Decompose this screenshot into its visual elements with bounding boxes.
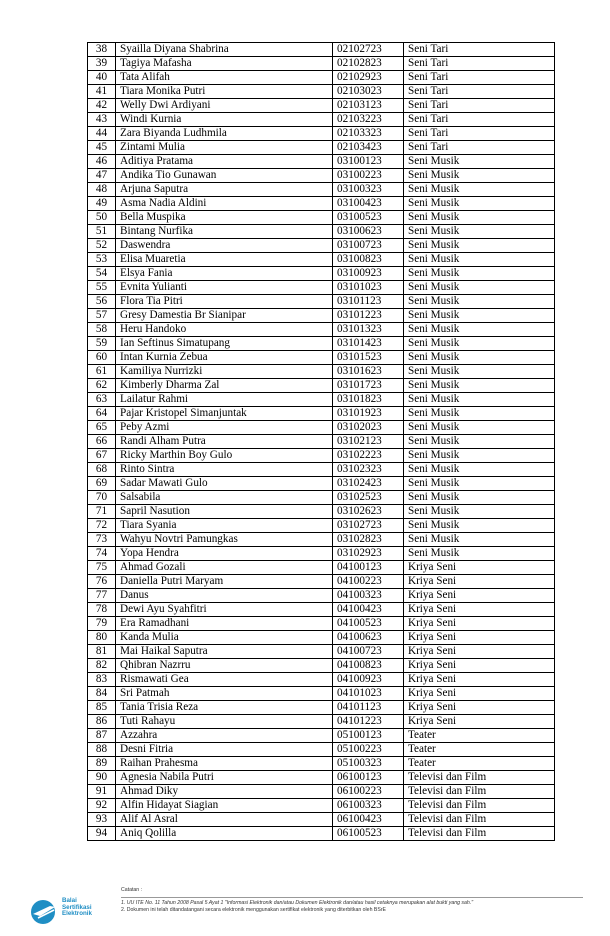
row-number-cell: 49 [88,197,116,211]
student-name-cell: Andika Tio Gunawan [116,169,333,183]
study-program-cell: Kriya Seni [404,687,555,701]
row-number-cell: 41 [88,85,116,99]
row-number-cell: 70 [88,491,116,505]
student-name-cell: Sadar Mawati Gulo [116,477,333,491]
student-name-cell: Tagiya Mafasha [116,57,333,71]
student-id-cell: 03100923 [333,267,404,281]
row-number-cell: 51 [88,225,116,239]
table-row [88,435,555,449]
row-number-cell: 89 [88,757,116,771]
row-number-cell: 88 [88,743,116,757]
table-row [88,281,555,295]
table-row [88,617,555,631]
student-id-cell: 05100123 [333,729,404,743]
student-name-cell: Gresy Damestia Br Sianipar [116,309,333,323]
study-program-cell: Seni Musik [404,295,555,309]
student-id-cell: 06100223 [333,785,404,799]
student-name-cell: Sri Patmah [116,687,333,701]
student-name-cell: Flora Tia Pitri [116,295,333,309]
student-id-cell: 03100423 [333,197,404,211]
study-program-cell: Kriya Seni [404,645,555,659]
student-name-cell: Windi Kurnia [116,113,333,127]
table-row [88,43,555,57]
row-number-cell: 92 [88,799,116,813]
table-row [88,309,555,323]
table-row [88,379,555,393]
student-table-body [88,43,555,841]
row-number-cell: 75 [88,561,116,575]
study-program-cell: Seni Musik [404,519,555,533]
student-name-cell: Arjuna Saputra [116,183,333,197]
row-number-cell: 72 [88,519,116,533]
student-id-cell: 02103323 [333,127,404,141]
row-number-cell: 57 [88,309,116,323]
row-number-cell: 56 [88,295,116,309]
student-id-cell: 02103423 [333,141,404,155]
study-program-cell: Kriya Seni [404,575,555,589]
student-id-cell: 03101823 [333,393,404,407]
study-program-cell: Seni Musik [404,421,555,435]
student-id-cell: 06100523 [333,827,404,841]
student-id-cell: 03100723 [333,239,404,253]
student-id-cell: 03102623 [333,505,404,519]
row-number-cell: 44 [88,127,116,141]
row-number-cell: 84 [88,687,116,701]
row-number-cell: 82 [88,659,116,673]
row-number-cell: 53 [88,253,116,267]
row-number-cell: 77 [88,589,116,603]
study-program-cell: Seni Tari [404,99,555,113]
table-row [88,323,555,337]
student-name-cell: Sapril Nasution [116,505,333,519]
study-program-cell: Seni Musik [404,365,555,379]
student-id-cell: 03102823 [333,533,404,547]
student-id-cell: 03102123 [333,435,404,449]
student-id-cell: 02103223 [333,113,404,127]
table-row [88,57,555,71]
row-number-cell: 62 [88,379,116,393]
student-id-cell: 03101523 [333,351,404,365]
study-program-cell: Seni Musik [404,253,555,267]
row-number-cell: 76 [88,575,116,589]
study-program-cell: Kriya Seni [404,589,555,603]
table-row [88,729,555,743]
study-program-cell: Kriya Seni [404,617,555,631]
bsre-logo-icon [28,898,62,926]
logo-line-2: Sertifikasi [62,903,92,911]
student-name-cell: Rismawati Gea [116,673,333,687]
row-number-cell: 90 [88,771,116,785]
study-program-cell: Seni Musik [404,463,555,477]
student-name-cell: Mai Haikal Saputra [116,645,333,659]
student-id-cell: 04100823 [333,659,404,673]
row-number-cell: 91 [88,785,116,799]
row-number-cell: 43 [88,113,116,127]
study-program-cell: Kriya Seni [404,631,555,645]
row-number-cell: 65 [88,421,116,435]
table-row [88,785,555,799]
logo-line-1: Balai [62,897,77,904]
table-row [88,771,555,785]
logo-line-3: Elektronik [62,910,92,918]
student-id-cell: 03102023 [333,421,404,435]
row-number-cell: 42 [88,99,116,113]
student-name-cell: Zintami Mulia [116,141,333,155]
student-id-cell: 06100423 [333,813,404,827]
study-program-cell: Seni Musik [404,281,555,295]
student-id-cell: 03101623 [333,365,404,379]
student-name-cell: Ahmad Diky [116,785,333,799]
row-number-cell: 87 [88,729,116,743]
student-name-cell: Peby Azmi [116,421,333,435]
table-row [88,85,555,99]
student-name-cell: Era Ramadhani [116,617,333,631]
student-id-cell: 03101223 [333,309,404,323]
student-id-cell: 03101923 [333,407,404,421]
table-row [88,127,555,141]
student-name-cell: Qhibran Nazrru [116,659,333,673]
row-number-cell: 85 [88,701,116,715]
study-program-cell: Seni Musik [404,491,555,505]
table-row [88,701,555,715]
study-program-cell: Televisi dan Film [404,799,555,813]
row-number-cell: 45 [88,141,116,155]
row-number-cell: 73 [88,533,116,547]
study-program-cell: Seni Musik [404,435,555,449]
study-program-cell: Seni Tari [404,43,555,57]
student-id-cell: 04100223 [333,575,404,589]
student-id-cell: 06100323 [333,799,404,813]
student-id-cell: 03100623 [333,225,404,239]
table-row [88,519,555,533]
table-row [88,589,555,603]
student-name-cell: Rinto Sintra [116,463,333,477]
table-row [88,169,555,183]
student-name-cell: Randi Alham Putra [116,435,333,449]
table-row [88,155,555,169]
student-id-cell: 04100623 [333,631,404,645]
table-row [88,253,555,267]
table-row [88,687,555,701]
row-number-cell: 54 [88,267,116,281]
student-id-cell: 03102923 [333,547,404,561]
student-name-cell: Ahmad Gozali [116,561,333,575]
student-name-cell: Daniella Putri Maryam [116,575,333,589]
student-id-cell: 03101023 [333,281,404,295]
table-row [88,799,555,813]
study-program-cell: Seni Musik [404,211,555,225]
student-name-cell: Evnita Yulianti [116,281,333,295]
bsre-logo [28,898,108,934]
student-name-cell: Welly Dwi Ardiyani [116,99,333,113]
row-number-cell: 48 [88,183,116,197]
student-id-cell: 04100123 [333,561,404,575]
student-id-cell: 03100123 [333,155,404,169]
study-program-cell: Kriya Seni [404,715,555,729]
table-row [88,449,555,463]
table-row [88,561,555,575]
student-name-cell: Daswendra [116,239,333,253]
study-program-cell: Seni Tari [404,127,555,141]
study-program-cell: Kriya Seni [404,603,555,617]
study-program-cell: Seni Musik [404,267,555,281]
student-name-cell: Pajar Kristopel Simanjuntak [116,407,333,421]
student-name-cell: Tata Alifah [116,71,333,85]
student-table [87,42,555,841]
student-name-cell: Ricky Marthin Boy Gulo [116,449,333,463]
row-number-cell: 71 [88,505,116,519]
student-name-cell: Desni Fitria [116,743,333,757]
student-name-cell: Alfin Hidayat Siagian [116,799,333,813]
bsre-logo-text [62,898,92,918]
row-number-cell: 69 [88,477,116,491]
row-number-cell: 64 [88,407,116,421]
student-id-cell: 04101023 [333,687,404,701]
study-program-cell: Kriya Seni [404,701,555,715]
student-name-cell: Zara Biyanda Ludhmila [116,127,333,141]
table-row [88,183,555,197]
study-program-cell: Seni Musik [404,477,555,491]
student-name-cell: Intan Kurnia Zebua [116,351,333,365]
student-name-cell: Tuti Rahayu [116,715,333,729]
row-number-cell: 93 [88,813,116,827]
table-row [88,757,555,771]
row-number-cell: 83 [88,673,116,687]
student-name-cell: Asma Nadia Aldini [116,197,333,211]
table-row [88,491,555,505]
student-name-cell: Ian Seftinus Simatupang [116,337,333,351]
student-name-cell: Aniq Qolilla [116,827,333,841]
note-1: 1. UU ITE No. 11 Tahun 2008 Pasal 5 Ayat 1 "Informasi Elektronik dan/atau Dokumen Elektronik dan/atau hasil cetaknya merupakan alat bukti yang sah." [121,900,474,907]
row-number-cell: 81 [88,645,116,659]
student-id-cell: 03102523 [333,491,404,505]
study-program-cell: Seni Musik [404,225,555,239]
student-id-cell: 04100723 [333,645,404,659]
row-number-cell: 61 [88,365,116,379]
row-number-cell: 39 [88,57,116,71]
row-number-cell: 38 [88,43,116,57]
table-row [88,421,555,435]
student-id-cell: 02103123 [333,99,404,113]
row-number-cell: 46 [88,155,116,169]
table-row [88,197,555,211]
study-program-cell: Seni Tari [404,71,555,85]
table-row [88,337,555,351]
study-program-cell: Seni Musik [404,351,555,365]
student-id-cell: 03100823 [333,253,404,267]
study-program-cell: Seni Musik [404,323,555,337]
student-id-cell: 03101323 [333,323,404,337]
student-id-cell: 03102323 [333,463,404,477]
row-number-cell: 50 [88,211,116,225]
table-row [88,267,555,281]
row-number-cell: 74 [88,547,116,561]
table-row [88,463,555,477]
study-program-cell: Seni Musik [404,533,555,547]
study-program-cell: Seni Musik [404,393,555,407]
study-program-cell: Televisi dan Film [404,827,555,841]
student-name-cell: Aditiya Pratama [116,155,333,169]
student-name-cell: Alif Al Asral [116,813,333,827]
student-id-cell: 05100323 [333,757,404,771]
student-id-cell: 03102423 [333,477,404,491]
student-id-cell: 06100123 [333,771,404,785]
student-name-cell: Wahyu Novtri Pamungkas [116,533,333,547]
table-row [88,351,555,365]
student-name-cell: Kanda Mulia [116,631,333,645]
page-footer [0,878,610,936]
student-id-cell: 03100223 [333,169,404,183]
study-program-cell: Kriya Seni [404,561,555,575]
study-program-cell: Kriya Seni [404,673,555,687]
table-row [88,113,555,127]
row-number-cell: 94 [88,827,116,841]
student-name-cell: Tiara Monika Putri [116,85,333,99]
table-row [88,631,555,645]
table-row [88,239,555,253]
study-program-cell: Seni Musik [404,407,555,421]
student-id-cell: 04101123 [333,701,404,715]
study-program-cell: Teater [404,729,555,743]
row-number-cell: 79 [88,617,116,631]
study-program-cell: Seni Musik [404,505,555,519]
study-program-cell: Seni Tari [404,113,555,127]
student-id-cell: 04101223 [333,715,404,729]
study-program-cell: Seni Musik [404,337,555,351]
note-2: 2. Dokumen ini telah ditandatangani secara elektronik menggunakan sertifikat elektronik yang diterbitkan oleh BSrE [121,907,387,914]
student-id-cell: 03100323 [333,183,404,197]
study-program-cell: Seni Tari [404,85,555,99]
study-program-cell: Seni Musik [404,169,555,183]
table-row [88,659,555,673]
student-name-cell: Azzahra [116,729,333,743]
table-row [88,827,555,841]
student-name-cell: Kamiliya Nurrizki [116,365,333,379]
table-row [88,477,555,491]
student-name-cell: Elsya Fania [116,267,333,281]
row-number-cell: 55 [88,281,116,295]
table-row [88,673,555,687]
study-program-cell: Seni Musik [404,239,555,253]
student-name-cell: Salsabila [116,491,333,505]
footer-notes [121,887,591,915]
table-row [88,645,555,659]
study-program-cell: Teater [404,743,555,757]
notes-divider [121,897,583,898]
student-name-cell: Danus [116,589,333,603]
row-number-cell: 78 [88,603,116,617]
student-id-cell: 02102923 [333,71,404,85]
student-id-cell: 03102223 [333,449,404,463]
study-program-cell: Seni Musik [404,183,555,197]
row-number-cell: 40 [88,71,116,85]
student-id-cell: 02102723 [333,43,404,57]
row-number-cell: 67 [88,449,116,463]
student-name-cell: Kimberly Dharma Zal [116,379,333,393]
table-row [88,505,555,519]
table-row [88,743,555,757]
table-row [88,295,555,309]
study-program-cell: Kriya Seni [404,659,555,673]
student-id-cell: 05100223 [333,743,404,757]
table-row [88,365,555,379]
table-row [88,547,555,561]
table-row [88,407,555,421]
student-name-cell: Yopa Hendra [116,547,333,561]
student-id-cell: 03102723 [333,519,404,533]
student-id-cell: 04100523 [333,617,404,631]
study-program-cell: Teater [404,757,555,771]
student-id-cell: 02102823 [333,57,404,71]
student-name-cell: Dewi Ayu Syahfitri [116,603,333,617]
student-id-cell: 03101723 [333,379,404,393]
study-program-cell: Seni Tari [404,141,555,155]
student-name-cell: Lailatur Rahmi [116,393,333,407]
study-program-cell: Seni Musik [404,547,555,561]
notes-title: Catatan : [121,887,143,893]
student-name-cell: Bintang Nurfika [116,225,333,239]
table-row [88,225,555,239]
row-number-cell: 68 [88,463,116,477]
table-row [88,715,555,729]
study-program-cell: Seni Musik [404,155,555,169]
student-id-cell: 03101423 [333,337,404,351]
student-id-cell: 03100523 [333,211,404,225]
table-row [88,575,555,589]
row-number-cell: 58 [88,323,116,337]
student-id-cell: 04100423 [333,603,404,617]
table-row [88,211,555,225]
row-number-cell: 47 [88,169,116,183]
study-program-cell: Televisi dan Film [404,813,555,827]
table-row [88,813,555,827]
row-number-cell: 66 [88,435,116,449]
student-name-cell: Elisa Muaretia [116,253,333,267]
table-row [88,141,555,155]
student-id-cell: 02103023 [333,85,404,99]
student-name-cell: Syailla Diyana Shabrina [116,43,333,57]
study-program-cell: Seni Musik [404,309,555,323]
student-name-cell: Heru Handoko [116,323,333,337]
row-number-cell: 63 [88,393,116,407]
study-program-cell: Televisi dan Film [404,771,555,785]
student-id-cell: 03101123 [333,295,404,309]
student-id-cell: 04100323 [333,589,404,603]
row-number-cell: 52 [88,239,116,253]
table-row [88,603,555,617]
table-row [88,71,555,85]
student-name-cell: Bella Muspika [116,211,333,225]
study-program-cell: Seni Tari [404,57,555,71]
student-name-cell: Tiara Syania [116,519,333,533]
study-program-cell: Seni Musik [404,379,555,393]
row-number-cell: 60 [88,351,116,365]
row-number-cell: 86 [88,715,116,729]
row-number-cell: 59 [88,337,116,351]
student-id-cell: 04100923 [333,673,404,687]
table-row [88,393,555,407]
student-name-cell: Raihan Prahesma [116,757,333,771]
study-program-cell: Televisi dan Film [404,785,555,799]
student-name-cell: Tania Trisia Reza [116,701,333,715]
study-program-cell: Seni Musik [404,197,555,211]
table-row [88,533,555,547]
study-program-cell: Seni Musik [404,449,555,463]
student-name-cell: Agnesia Nabila Putri [116,771,333,785]
row-number-cell: 80 [88,631,116,645]
table-row [88,99,555,113]
